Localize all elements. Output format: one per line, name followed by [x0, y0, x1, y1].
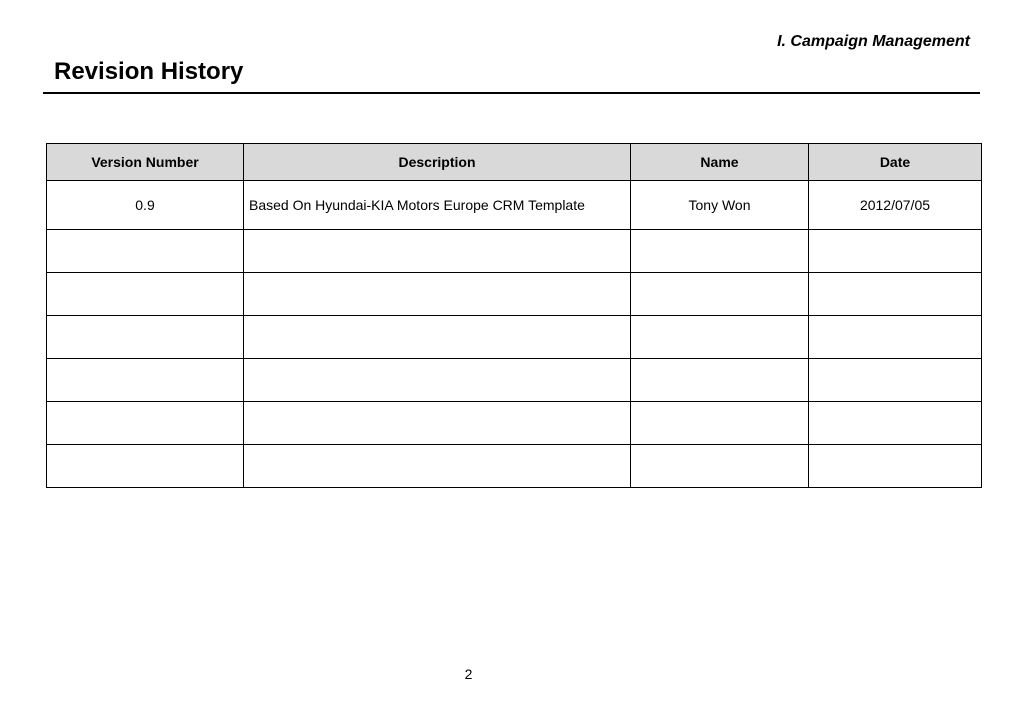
table-row	[47, 230, 982, 273]
date-cell	[809, 316, 982, 359]
table-row	[47, 445, 982, 488]
name-cell: Tony Won	[631, 181, 809, 230]
table-row	[47, 316, 982, 359]
name-cell	[631, 230, 809, 273]
name-cell	[631, 445, 809, 488]
version-cell	[47, 402, 244, 445]
date-cell	[809, 402, 982, 445]
date-cell	[809, 359, 982, 402]
description-cell	[244, 273, 631, 316]
description-cell	[244, 402, 631, 445]
version-cell	[47, 273, 244, 316]
page-number: 2	[464, 666, 473, 682]
table-header-row	[47, 144, 982, 181]
column-header-name: Name	[631, 144, 809, 181]
revision-history-table	[46, 143, 982, 488]
date-cell	[809, 445, 982, 488]
page-title: Revision History	[54, 58, 244, 85]
version-cell	[47, 359, 244, 402]
version-cell: 0.9	[47, 181, 244, 230]
description-cell	[244, 230, 631, 273]
table-row	[47, 402, 982, 445]
name-cell	[631, 359, 809, 402]
table-row	[47, 359, 982, 402]
name-cell	[631, 402, 809, 445]
date-cell	[809, 230, 982, 273]
column-header-date: Date	[809, 144, 982, 181]
version-cell	[47, 445, 244, 488]
description-cell: Based On Hyundai-KIA Motors Europe CRM Template	[244, 181, 631, 230]
table-row	[47, 181, 982, 230]
title-divider	[43, 92, 980, 94]
column-header-description: Description	[244, 144, 631, 181]
column-header-version: Version Number	[47, 144, 244, 181]
date-cell: 2012/07/05	[809, 181, 982, 230]
description-cell	[244, 316, 631, 359]
version-cell	[47, 230, 244, 273]
section-label: I. Campaign Management	[777, 33, 970, 50]
name-cell	[631, 316, 809, 359]
date-cell	[809, 273, 982, 316]
description-cell	[244, 359, 631, 402]
description-cell	[244, 445, 631, 488]
table-row	[47, 273, 982, 316]
version-cell	[47, 316, 244, 359]
name-cell	[631, 273, 809, 316]
